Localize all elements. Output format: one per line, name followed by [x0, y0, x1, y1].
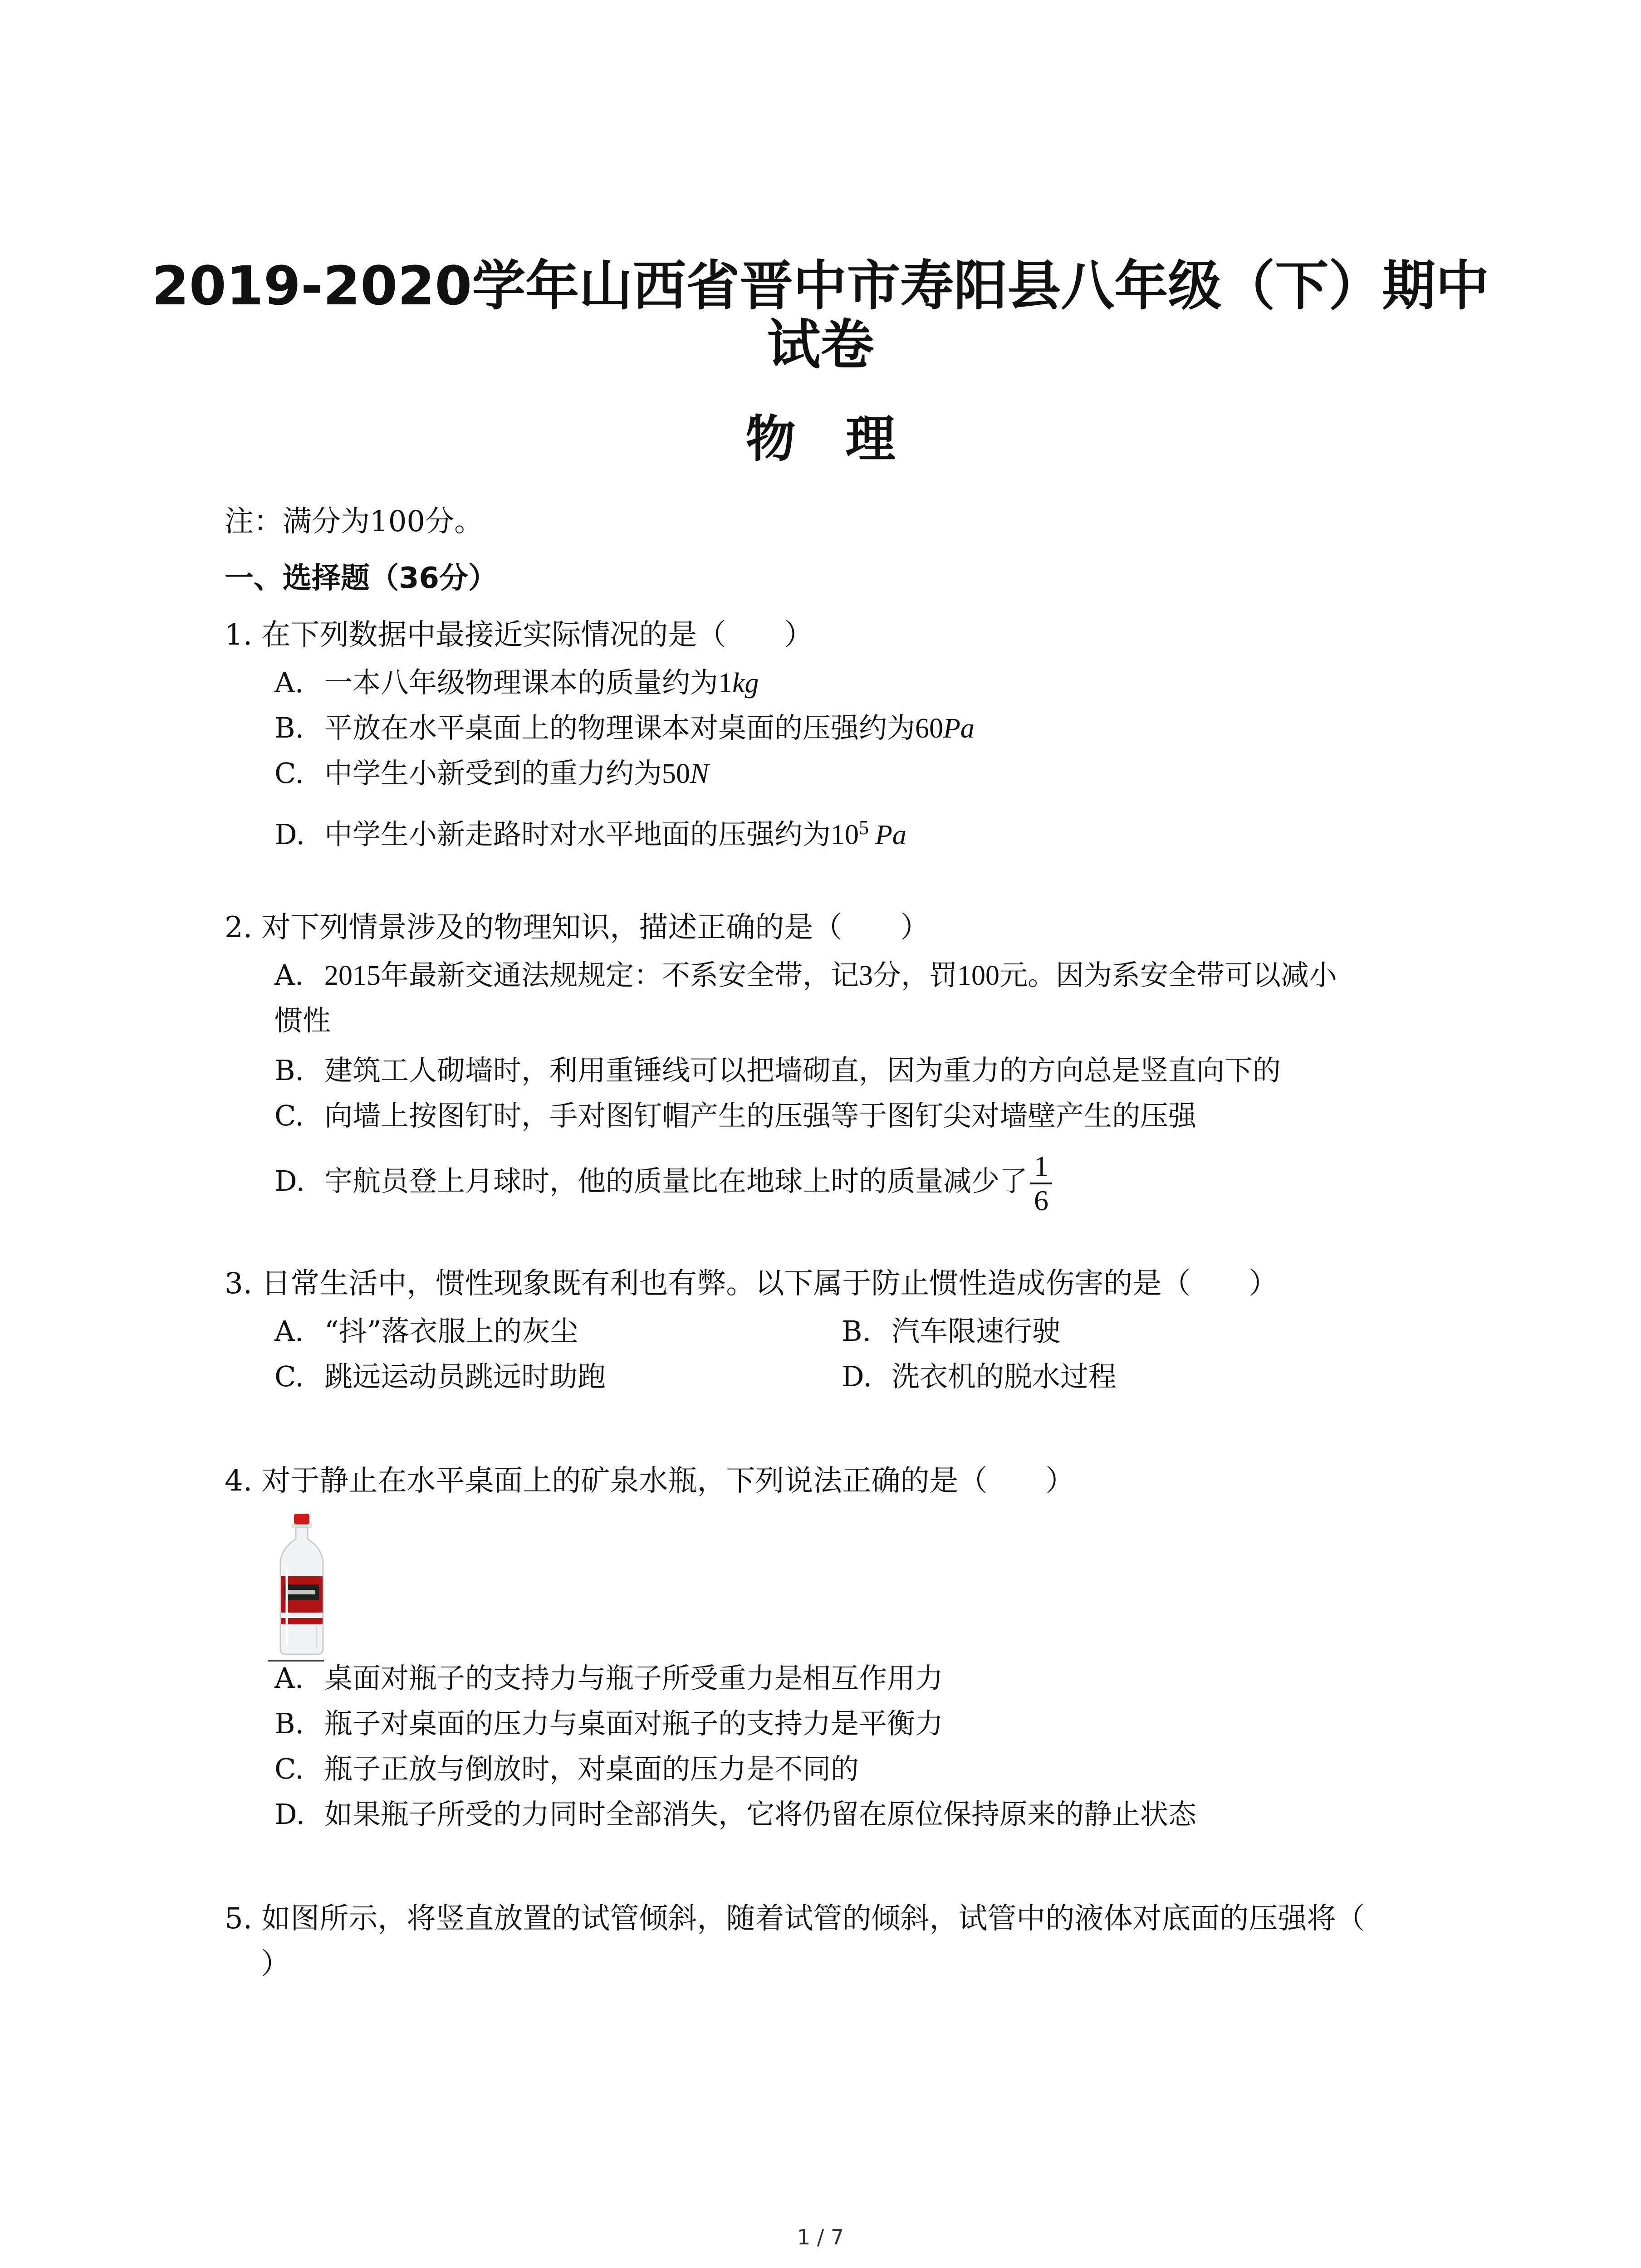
option-letter: B. [274, 1054, 304, 1087]
question-2-option-a-continued: 惯性 [274, 1004, 331, 1037]
option-number: 1 [718, 668, 733, 699]
option-number: 3 [859, 960, 873, 991]
option-number: 10 [831, 819, 859, 850]
option-letter: A. [274, 666, 304, 699]
option-letter: C. [274, 757, 304, 790]
question-2-option-c[interactable] [274, 1098, 1196, 1134]
fraction-one-sixth [1030, 1150, 1052, 1217]
option-unit: kg [732, 668, 759, 699]
option-unit: Pa [943, 713, 975, 744]
option-letter: D. [274, 1164, 305, 1198]
question-1-option-b[interactable] [274, 710, 975, 747]
option-exponent: 5 [859, 816, 869, 839]
question-2-stem: 2. 对下列情景涉及的物理知识，描述正确的是（ ） [225, 911, 930, 944]
option-letter: C. [274, 1752, 304, 1785]
option-unit: Pa [875, 819, 906, 850]
question-5-stem-continued: ） [261, 1947, 290, 1981]
option-letter: C. [274, 1360, 304, 1393]
option-text: 瓶子正放与倒放时，对桌面的压力是不同的 [324, 1752, 859, 1785]
mineral-water-bottle-figure [268, 1513, 336, 1662]
question-3-option-b[interactable] [842, 1313, 1060, 1349]
option-text: 平放在水平桌面上的物理课本对桌面的压强约为 [324, 711, 916, 744]
question-1-option-a[interactable] [274, 665, 759, 701]
question-5-stem: 5. 如图所示，将竖直放置的试管倾斜，随着试管的倾斜，试管中的液体对底面的压强将（ [225, 1902, 1365, 1936]
fraction-denominator: 6 [1034, 1184, 1049, 1217]
question-1-option-d[interactable] [274, 810, 906, 853]
question-2-option-a[interactable] [274, 957, 1337, 994]
option-text: 中学生小新受到的重力约为 [324, 757, 662, 790]
question-4-option-c[interactable] [274, 1751, 859, 1787]
option-letter: D. [274, 817, 305, 851]
section-heading: 一、选择题（36分） [225, 562, 498, 595]
question-4-stem: 4. 对于静止在水平桌面上的矿泉水瓶，下列说法正确的是（ ） [225, 1464, 1075, 1498]
option-letter: D. [842, 1360, 872, 1393]
exam-title-line2: 试卷 [767, 313, 874, 376]
option-letter: C. [274, 1099, 304, 1132]
option-text: 一本八年级物理课本的质量约为 [324, 666, 719, 699]
option-text: 如果瓶子所受的力同时全部消失，它将仍留在原位保持原来的静止状态 [324, 1798, 1197, 1831]
option-text: 年最新交通法规规定：不系安全带，记 [381, 958, 859, 992]
subject-heading: 物理 [745, 410, 945, 468]
question-1-stem: 1. 在下列数据中最接近实际情况的是（ ） [225, 618, 813, 652]
option-text: 桌面对瓶子的支持力与瓶子所受重力是相互作用力 [324, 1662, 944, 1695]
option-text: 跳远运动员跳远时助跑 [324, 1360, 606, 1393]
option-text: 瓶子对桌面的压力与桌面对瓶子的支持力是平衡力 [324, 1707, 944, 1740]
question-4-option-a[interactable] [274, 1660, 943, 1696]
score-note: 注：满分为100分。 [225, 505, 484, 538]
option-text: 宇航员登上月球时，他的质量比在地球上时的质量减少了 [324, 1164, 1028, 1198]
option-letter: A. [274, 1662, 304, 1695]
option-letter: D. [274, 1798, 305, 1831]
option-text: 分，罚 [873, 958, 958, 992]
option-number: 60 [915, 713, 944, 744]
option-year: 2015 [324, 960, 381, 991]
exam-title-line1: 2019-2020学年山西省晋中市寿阳县八年级（下）期中 [152, 254, 1489, 317]
option-letter: A. [274, 1315, 304, 1348]
question-3-option-c[interactable] [274, 1359, 606, 1395]
question-1-option-c[interactable] [274, 755, 709, 792]
option-text: 元。因为系安全带可以减小 [999, 958, 1337, 992]
question-3-option-d[interactable] [842, 1359, 1117, 1395]
fraction-numerator: 1 [1030, 1150, 1052, 1184]
option-letter: B. [842, 1315, 872, 1348]
page-number: 1 / 7 [797, 2225, 844, 2249]
option-text: 建筑工人砌墙时，利用重锤线可以把墙砌直，因为重力的方向总是竖直向下的 [324, 1054, 1281, 1087]
question-2-option-d[interactable] [274, 1150, 1052, 1217]
question-4-option-d[interactable] [274, 1796, 1196, 1833]
option-letter: B. [274, 1707, 304, 1740]
option-number: 50 [662, 758, 691, 789]
option-text: 洗衣机的脱水过程 [892, 1360, 1117, 1393]
question-3-option-a[interactable] [274, 1313, 578, 1349]
option-unit: N [690, 758, 709, 789]
option-number: 100 [957, 960, 1000, 991]
option-text: 汽车限速行驶 [892, 1315, 1061, 1348]
bottle-illustration [268, 1513, 336, 1662]
question-2-option-b[interactable] [274, 1052, 1281, 1089]
question-3-stem: 3. 日常生活中，惯性现象既有利也有弊。以下属于防止惯性造成伤害的是（ ） [225, 1267, 1278, 1300]
option-text: “抖”落衣服上的灰尘 [324, 1315, 578, 1348]
question-4-option-b[interactable] [274, 1706, 943, 1742]
option-text: 向墙上按图钉时，手对图钉帽产生的压强等于图钉尖对墙壁产生的压强 [324, 1099, 1197, 1132]
option-text: 中学生小新走路时对水平地面的压强约为 [324, 817, 831, 851]
option-letter: A. [274, 958, 304, 992]
option-letter: B. [274, 711, 304, 744]
